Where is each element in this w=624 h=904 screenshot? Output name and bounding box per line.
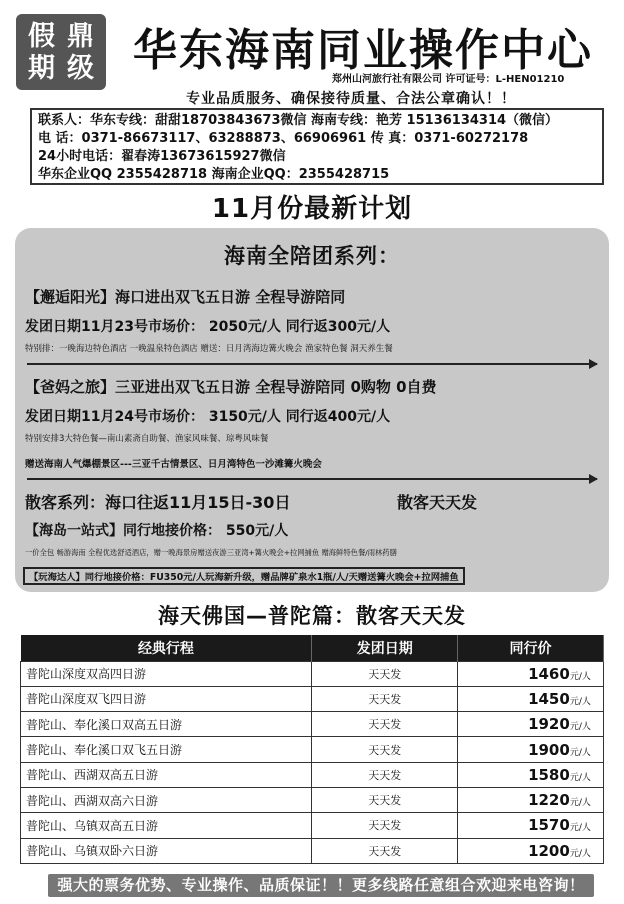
date-cell: 天天发 — [312, 712, 458, 737]
island-tour-price: 同行地接价格： 550元/人 — [123, 523, 289, 539]
price-cell — [458, 686, 604, 711]
price-unit: 元/人 — [569, 772, 591, 783]
slogan: 专业品质服务、确保接待质量、合法公章确认！！ — [186, 91, 516, 107]
scatter-title: 散客系列：海口往返11月15日-30日 — [25, 493, 291, 512]
price-unit: 元/人 — [569, 671, 591, 682]
contact-box — [30, 108, 604, 185]
tour2-name: 【爸妈之旅】三亚进出双飞五日游 全程导游陪同 0购物 0自费 — [25, 378, 437, 396]
scatter-daily: 散客天天发 — [397, 493, 478, 512]
logo-badge — [16, 14, 106, 90]
price-unit: 元/人 — [569, 798, 591, 809]
date-cell: 天天发 — [312, 737, 458, 762]
contact-line-24h: 24小时电话：翟春涛13673615927微信 — [38, 149, 286, 164]
date-cell: 天天发 — [312, 762, 458, 787]
putuo-table — [20, 635, 604, 864]
logo-char: 级 — [67, 52, 94, 84]
plan-title: 11月份最新计划 — [211, 194, 413, 224]
price-unit: 元/人 — [569, 747, 591, 758]
date-cell: 天天发 — [312, 661, 458, 686]
price-unit: 元/人 — [569, 696, 591, 707]
logo-char: 假 — [28, 20, 55, 52]
price-unit: 元/人 — [569, 848, 591, 859]
date-cell: 天天发 — [312, 813, 458, 838]
contact-line-qq: 华东企业QQ 2355428718 海南企业QQ：2355428715 — [38, 167, 390, 182]
hainan-panel — [15, 228, 609, 592]
route-cell: 普陀山深度双高四日游 — [21, 661, 312, 686]
price-value: 1450 — [528, 689, 570, 708]
table-row — [21, 686, 604, 711]
table-row — [21, 787, 604, 812]
island-note: 一价全包 畅游海南 全程优选舒适酒店，赠一晚海景房赠送夜游三亚湾+篝火晚会+拉网捕鱼 赠海鲜特色餐/雨林药膳 — [25, 548, 397, 557]
table-header-row — [21, 635, 604, 661]
table-row — [21, 712, 604, 737]
price-cell — [458, 813, 604, 838]
price-value: 1920 — [528, 715, 570, 734]
route-cell: 普陀山、乌镇双卧六日游 — [21, 838, 312, 863]
divider-arrow — [27, 478, 597, 480]
tour2-price: 发团日期11月24号市场价： 3150元/人 同行返400元/人 — [25, 409, 391, 425]
price-cell — [458, 838, 604, 863]
col-header-price: 同行价 — [458, 635, 604, 661]
divider-arrow — [27, 363, 597, 365]
putuo-title: 海天佛国—普陀篇：散客天天发 — [158, 604, 466, 628]
tour2-gift: 赠送海南人气爆棚景区---三亚千古情景区、日月湾特色一沙滩篝火晚会 — [25, 459, 322, 470]
price-value: 1460 — [528, 664, 570, 683]
route-cell: 普陀山、西湖双高六日游 — [21, 787, 312, 812]
route-cell: 普陀山、西湖双高五日游 — [21, 762, 312, 787]
tour1-name: 【邂逅阳光】海口进出双飞五日游 全程导游陪同 — [25, 288, 346, 306]
table-row — [21, 661, 604, 686]
contact-line-phone: 电 话：0371-86673117、63288873、66906961 传 真：0371-60272178 — [38, 131, 529, 146]
route-cell: 普陀山、奉化溪口双高五日游 — [21, 712, 312, 737]
date-cell: 天天发 — [312, 686, 458, 711]
table-row — [21, 737, 604, 762]
price-cell — [458, 737, 604, 762]
col-header-route: 经典行程 — [21, 635, 312, 661]
logo-char: 期 — [28, 52, 55, 84]
tour2-note: 特别安排3大特色餐—南山素斋自助餐、渔家风味餐、琼粤风味餐 — [25, 434, 269, 444]
date-cell: 天天发 — [312, 787, 458, 812]
price-value: 1570 — [528, 816, 570, 835]
island-tour-name: 【海岛一站式】 — [25, 523, 123, 539]
page-title: 华东海南同业操作中心 — [133, 25, 593, 76]
price-unit: 元/人 — [569, 823, 591, 834]
table-row — [21, 838, 604, 863]
price-value: 1220 — [528, 791, 570, 810]
hainan-title: 海南全陪团系列： — [224, 244, 400, 268]
price-value: 1580 — [528, 765, 570, 784]
table-row — [21, 813, 604, 838]
date-cell: 天天发 — [312, 838, 458, 863]
price-value: 1900 — [528, 740, 570, 759]
price-cell — [458, 762, 604, 787]
price-cell — [458, 661, 604, 686]
price-cell — [458, 787, 604, 812]
table-row — [21, 762, 604, 787]
route-cell: 普陀山深度双飞四日游 — [21, 686, 312, 711]
route-cell: 普陀山、乌镇双高五日游 — [21, 813, 312, 838]
fun-tour: 【玩海达人】同行地接价格：FU350元/人玩海新升级，赠品牌矿泉水1瓶/人/天赠送篝火晚会+拉网捕鱼 — [23, 567, 465, 585]
route-cell: 普陀山、奉化溪口双飞五日游 — [21, 737, 312, 762]
footer-banner: 强大的票务优势、专业操作、品质保证！！更多线路任意组合欢迎来电咨询！ — [48, 874, 594, 897]
price-cell — [458, 712, 604, 737]
price-unit: 元/人 — [569, 722, 591, 733]
tour1-note: 特别排：一晚海边特色酒店 一晚温泉特色酒店 赠送：日月湾海边篝火晚会 渔家特色餐 洞天养生餐 — [25, 344, 393, 354]
price-value: 1200 — [528, 841, 570, 860]
tour1-price: 发团日期11月23号市场价： 2050元/人 同行返300元/人 — [25, 319, 391, 335]
col-header-date: 发团日期 — [312, 635, 458, 661]
contact-line-people: 联系人：华东专线：甜甜18703843673微信 海南专线：艳芳 15136134314（微信） — [38, 113, 559, 128]
company-license: 郑州山河旅行社有限公司 许可证号：L-HEN01210 — [332, 74, 565, 85]
island-tour — [25, 520, 288, 540]
logo-char: 鼎 — [67, 20, 94, 52]
